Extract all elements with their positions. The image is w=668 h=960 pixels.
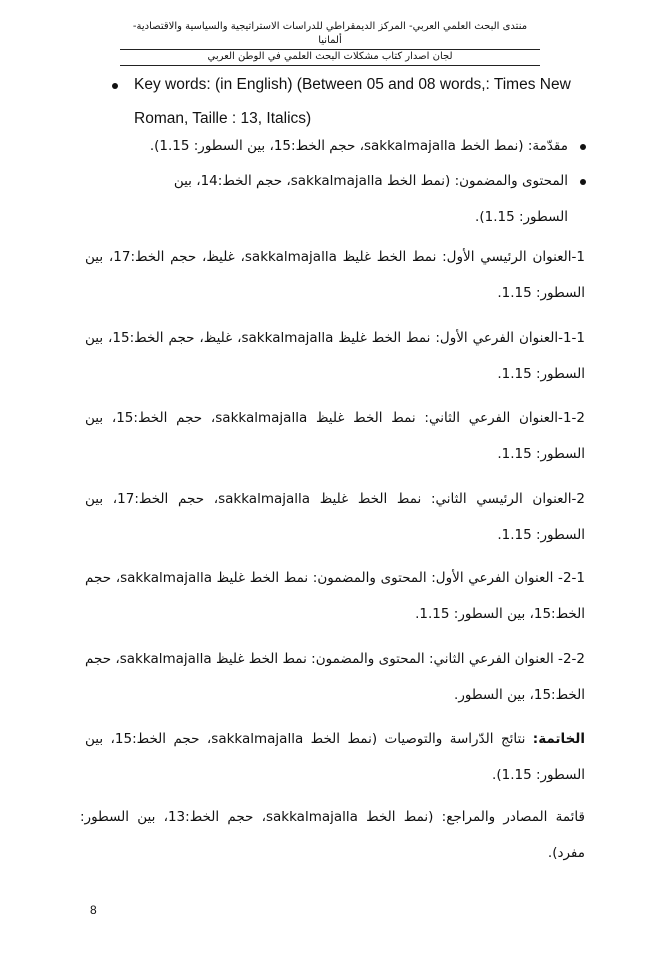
- intro-bullet-text: مقدّمة: (نمط الخط sakkalmajalla، حجم الخط:15، بين السطور: 1.15).: [149, 138, 568, 154]
- conclusion-label: الخاتمة:: [532, 731, 585, 747]
- conclusion-spec: [85, 721, 585, 793]
- conclusion-text: نتائج الدّراسة والتوصيات (نمط الخط sakkalmajalla، حجم الخط:15، بين السطور: 1.15).: [85, 731, 585, 783]
- main-heading-2-spec: 2-العنوان الرئيسي الثاني: نمط الخط غليظ sakkalmajalla، حجم الخط:17، بين السطور: 1.15.: [85, 491, 585, 543]
- header-line-1: منتدى البحث العلمي العربي- المركز الديمقراطي للدراسات الاستراتيجية والسياسية والاقتصادية- ألمانيا: [120, 20, 540, 50]
- intro-bullet: [128, 128, 568, 164]
- content-bullet: [128, 163, 568, 235]
- content-bullet-text: المحتوى والمضمون: (نمط الخط sakkalmajalla، حجم الخط:14، بين السطور: 1.15).: [173, 173, 568, 225]
- keywords-text: Key words: (in English) (Between 05 and 08 words,: Times New Roman, Taille : 13, Italics): [134, 76, 571, 127]
- main-heading-1-spec: 1-العنوان الرئيسي الأول: نمط الخط غليظ sakkalmajalla، غليظ، حجم الخط:17، بين السطور: 1.15.: [85, 249, 585, 301]
- references-spec: قائمة المصادر والمراجع: (نمط الخط sakkalmajalla، حجم الخط:13، بين السطور: مفرد).: [80, 809, 585, 861]
- subheading-1-1-spec: 1-1-العنوان الفرعي الأول: نمط الخط غليظ sakkalmajalla، غليظ، حجم الخط:15، بين السطور: 1.15.: [85, 330, 586, 382]
- bullet-dot: [580, 144, 586, 150]
- subheading-2-2-spec: 2-2- العنوان الفرعي الثاني: المحتوى والمضمون: نمط الخط غليظ sakkalmajalla، حجم الخط:15، بين السطور.: [85, 651, 585, 703]
- keywords-bullet: [112, 68, 582, 136]
- subheading-1-2-spec: 1-2-العنوان الفرعي الثاني: نمط الخط غليظ sakkalmajalla، حجم الخط:15، بين السطور: 1.15.: [85, 410, 585, 462]
- page-number: 8: [90, 903, 97, 917]
- page-header: [120, 20, 540, 66]
- subheading-2-1-spec: 2-1- العنوان الفرعي الأول: المحتوى والمضمون: نمط الخط غليظ sakkalmajalla، حجم الخط:15، بين السطور: 1.15.: [85, 570, 585, 622]
- bullet-dot: [580, 179, 586, 185]
- header-line-2: لجان اصدار كتاب مشكلات البحث العلمي في الوطن العربي: [120, 50, 540, 66]
- bullet-dot: [112, 83, 118, 89]
